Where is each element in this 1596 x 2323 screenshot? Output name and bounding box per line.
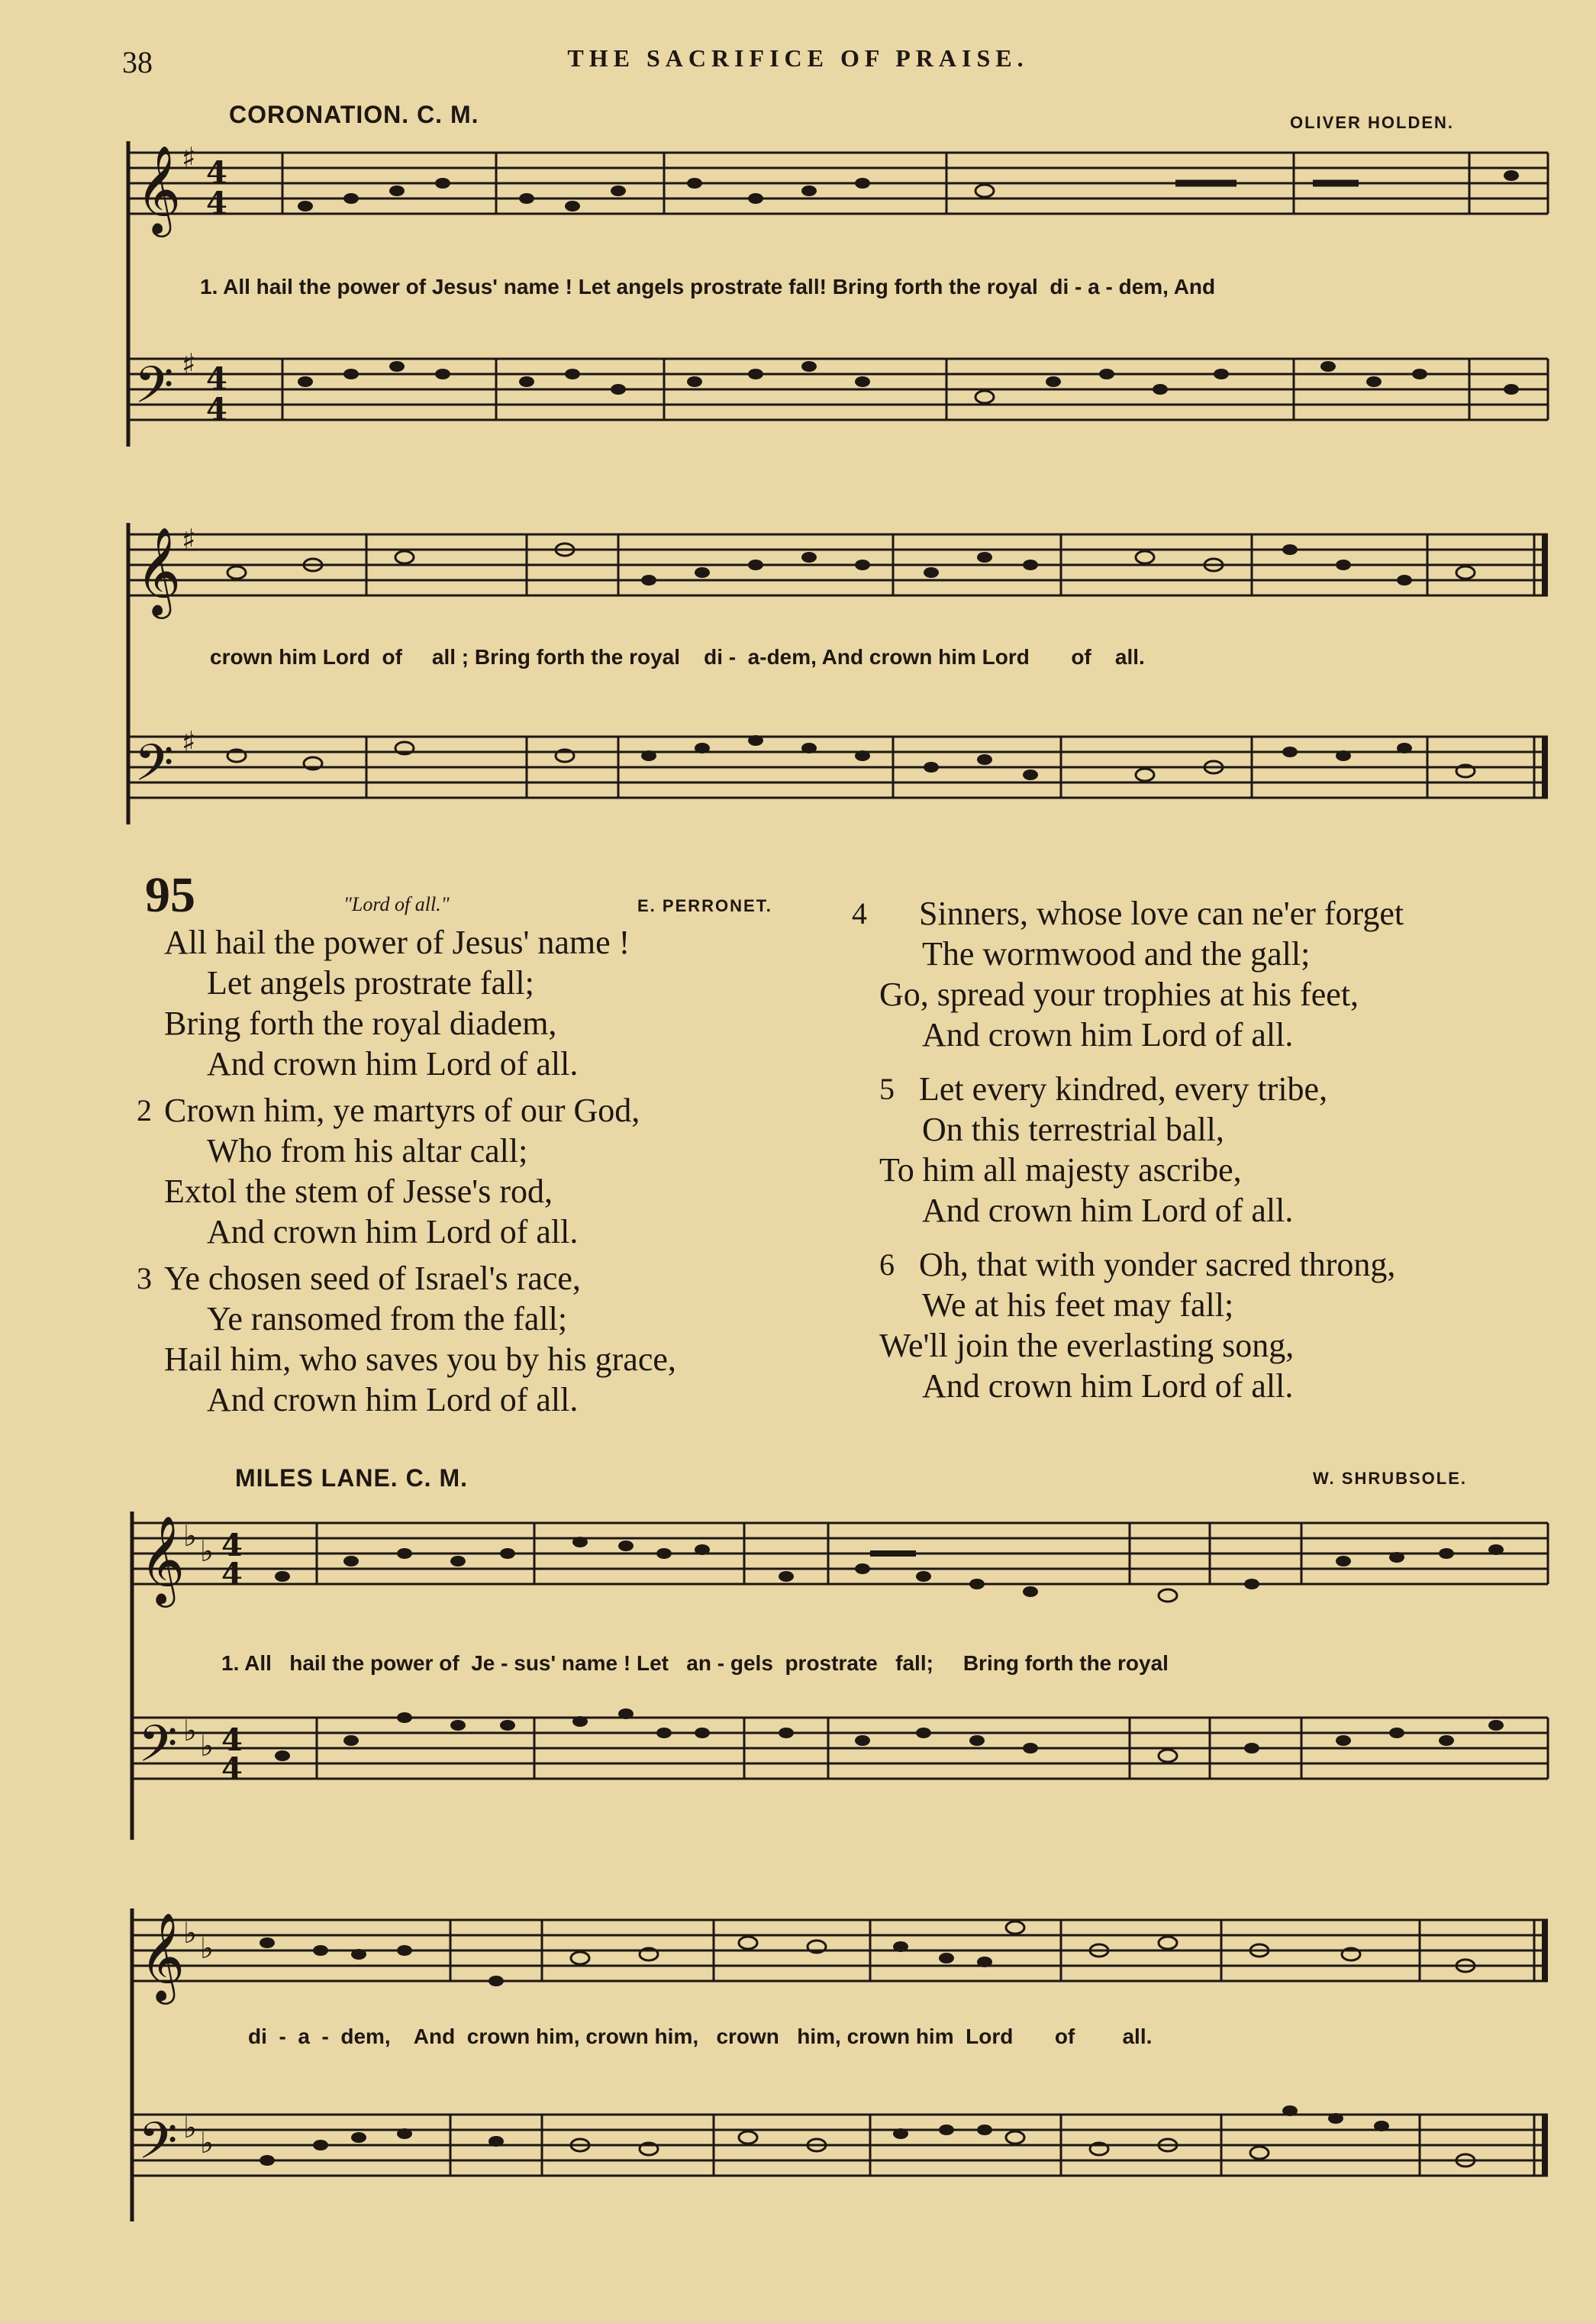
svg-text:♭: ♭: [183, 1916, 197, 1950]
verse-5: [879, 1069, 1404, 1231]
svg-text:♭: ♭: [200, 1534, 214, 1568]
verse-line: All hail the power of Jesus' name !: [164, 924, 630, 961]
svg-text:♭: ♭: [183, 2111, 197, 2144]
verse-line: We at his feet may fall;: [922, 1286, 1234, 1324]
lyrics-miles-lane-line1: 1. All hail the power of Je - sus' name ! Let an - gels prostrate fall; Bring forth the royal: [221, 1651, 1169, 1675]
svg-text:4: 4: [221, 1528, 243, 1563]
verse-line: Go, spread your trophies at his feet,: [879, 976, 1359, 1013]
lyrics-coronation-line2: crown him Lord of all ; Bring forth the royal di - a-dem, And crown him Lord of all.: [210, 645, 1145, 669]
svg-text:4: 4: [206, 361, 227, 397]
verse-line: Let angels prostrate fall;: [207, 964, 534, 1002]
verse-1: [164, 922, 676, 1084]
hymn-subtitle: "Lord of all.": [343, 893, 450, 915]
verse-line: Let every kindred, every tribe,: [919, 1070, 1328, 1108]
verse-2: [137, 1090, 676, 1252]
music-system-miles-lane-2: [0, 1855, 1596, 2252]
verse-number: 6: [879, 1247, 895, 1282]
verse-line: Ye ransomed from the fall;: [207, 1300, 568, 1337]
svg-text:𝄞: 𝄞: [140, 1912, 185, 2001]
tune-title-miles-lane: MILES LANE. C. M.: [235, 1464, 468, 1492]
svg-text:♭: ♭: [200, 2126, 214, 2160]
verse-number: 5: [879, 1072, 895, 1106]
verses-left-column: [137, 922, 676, 1426]
lyrics-coronation-line1: 1. All hail the power of Jesus' name ! Let angels prostrate fall! Bring forth the royal di - a - dem, And: [200, 275, 1216, 298]
svg-text:𝄢: 𝄢: [134, 734, 174, 805]
verse-line: Ye chosen seed of Israel's race,: [164, 1260, 581, 1297]
music-notation: [0, 0, 1596, 473]
verse-number: 3: [137, 1261, 152, 1295]
verse-number: 2: [137, 1093, 152, 1128]
verse-6: [879, 1244, 1404, 1406]
svg-text:𝄢: 𝄢: [138, 2112, 178, 2183]
svg-text:4: 4: [221, 1557, 243, 1592]
verse-line: Crown him, ye martyrs of our God,: [164, 1092, 640, 1129]
svg-text:♯: ♯: [182, 347, 196, 381]
page-number: 38: [122, 45, 153, 79]
svg-text:♭: ♭: [200, 1729, 214, 1763]
verse-line: The wormwood and the gall;: [922, 935, 1311, 973]
svg-text:4: 4: [206, 186, 227, 221]
music-system-coronation-1: [0, 0, 1596, 473]
hymn-author: E. PERRONET.: [637, 896, 772, 915]
music-notation: [0, 1855, 1596, 2252]
svg-text:♭: ♭: [200, 1931, 214, 1965]
svg-text:♭: ♭: [183, 1714, 197, 1747]
svg-text:♯: ♯: [182, 141, 196, 175]
tune-composer-miles-lane: W. SHRUBSOLE.: [1313, 1469, 1468, 1488]
svg-text:4: 4: [206, 392, 227, 427]
svg-text:4: 4: [221, 1722, 243, 1758]
verses-right-column: [852, 893, 1404, 1412]
verse-4: [852, 893, 1404, 1055]
svg-text:𝄞: 𝄞: [136, 144, 182, 234]
verse-number: 4: [852, 896, 867, 931]
svg-text:𝄞: 𝄞: [136, 526, 182, 615]
verse-line: And crown him Lord of all.: [922, 1016, 1294, 1053]
verse-line: Who from his altar call;: [207, 1132, 528, 1170]
svg-text:4: 4: [221, 1751, 243, 1787]
verse-line: Extol the stem of Jesse's rod,: [164, 1173, 553, 1210]
verse-line: And crown him Lord of all.: [207, 1213, 579, 1250]
verse-line: We'll join the everlasting song,: [879, 1327, 1295, 1364]
verse-line: Hail him, who saves you by his grace,: [164, 1341, 676, 1378]
svg-text:♯: ♯: [182, 725, 196, 759]
verse-line: Bring forth the royal diadem,: [164, 1005, 557, 1042]
verse-line: And crown him Lord of all.: [207, 1381, 579, 1418]
running-title: THE SACRIFICE OF PRAISE.: [567, 44, 1029, 72]
svg-text:𝄢: 𝄢: [134, 356, 174, 427]
svg-text:4: 4: [206, 155, 227, 191]
svg-text:𝄢: 𝄢: [138, 1715, 178, 1786]
svg-text:♭: ♭: [183, 1519, 197, 1553]
lyrics-miles-lane-line2: di - a - dem, And crown him, crown him, crown him, crown him Lord of all.: [248, 2025, 1153, 2048]
svg-text:♯: ♯: [182, 523, 196, 557]
verse-line: Sinners, whose love can ne'er forget: [919, 895, 1404, 932]
hymn-number: 95: [145, 867, 195, 923]
verse-line: And crown him Lord of all.: [922, 1367, 1294, 1405]
verse-line: On this terrestrial ball,: [922, 1111, 1224, 1148]
tune-composer-coronation: OLIVER HOLDEN.: [1290, 113, 1455, 132]
verse-line: To him all majesty ascribe,: [879, 1151, 1242, 1189]
tune-title-coronation: CORONATION. C. M.: [229, 101, 479, 128]
verse-line: Oh, that with yonder sacred throng,: [919, 1246, 1396, 1283]
verse-line: And crown him Lord of all.: [922, 1192, 1294, 1229]
verse-line: And crown him Lord of all.: [207, 1045, 579, 1082]
verse-3: [137, 1258, 676, 1420]
svg-text:𝄞: 𝄞: [140, 1515, 185, 1604]
